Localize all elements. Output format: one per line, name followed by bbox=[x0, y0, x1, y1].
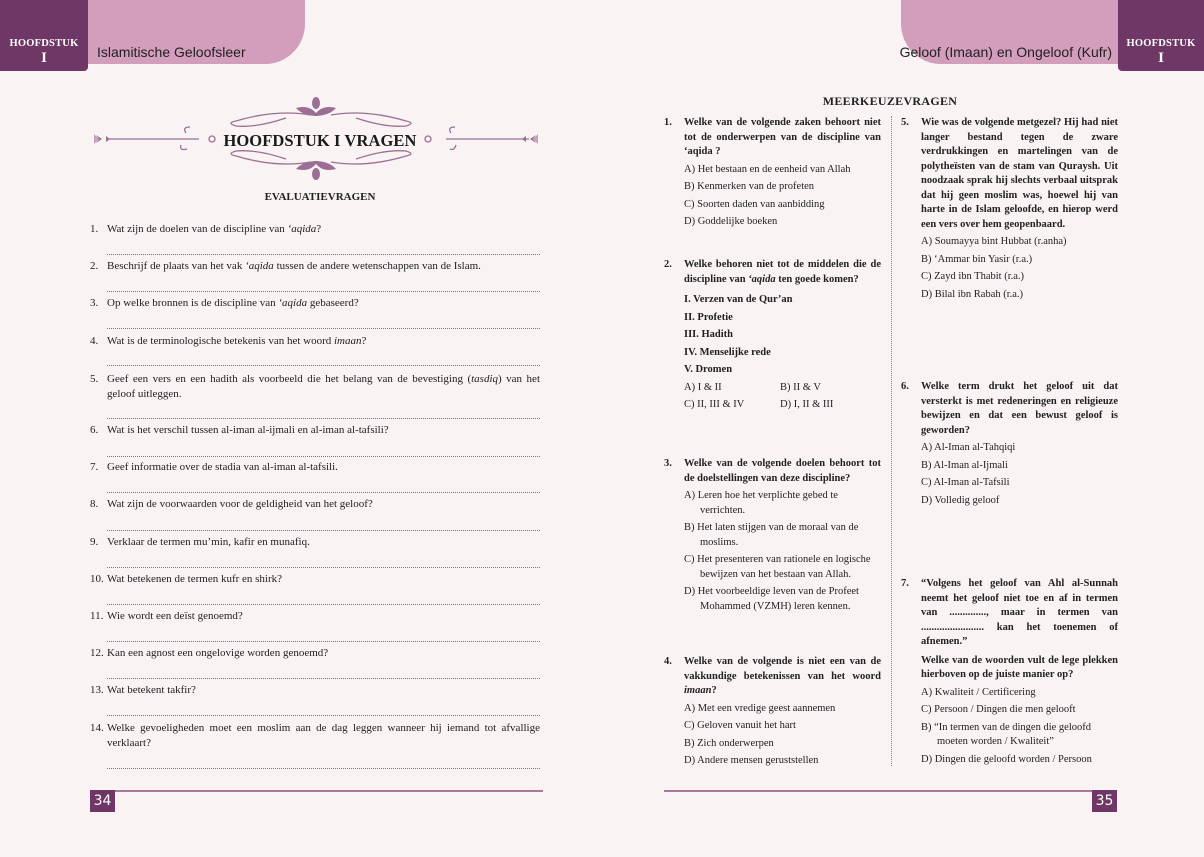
question-text: Geef informatie over de stadia van al-iman al-tafsili. bbox=[107, 461, 338, 473]
eval-question bbox=[90, 609, 540, 624]
mc-question-5 bbox=[901, 116, 1118, 302]
option[interactable]: B) Kenmerken van de profeten bbox=[684, 181, 815, 192]
option[interactable]: B) “In termen van de dingen die geloofd moeten worden / Kwaliteit” bbox=[921, 721, 1091, 747]
question-number: 12. bbox=[90, 647, 104, 659]
question-text: Wat betekent takfir? bbox=[107, 684, 196, 696]
question-text: Welke behoren niet tot de middelen die de discipline van ‘aqida ten goede komen? bbox=[684, 259, 881, 285]
answer-line[interactable] bbox=[107, 291, 540, 292]
question-number: 2. bbox=[664, 259, 672, 270]
answer-line[interactable] bbox=[107, 456, 540, 457]
option[interactable]: B) Zich onderwerpen bbox=[684, 737, 774, 749]
eval-question bbox=[90, 334, 540, 349]
chapter-number: I bbox=[41, 49, 47, 66]
option[interactable]: B) ‘Ammar bin Yasir (r.a.) bbox=[921, 253, 1033, 265]
eval-question bbox=[90, 535, 540, 550]
option[interactable]: D) Het voorbeeldige leven van de Profeet Mohammed (VZMH) leren kennen. bbox=[684, 586, 859, 612]
eval-question bbox=[90, 372, 540, 402]
option[interactable]: A) Al-Iman al-Tahqiqi bbox=[921, 442, 1016, 453]
answer-line[interactable] bbox=[107, 254, 540, 255]
option[interactable]: C) II, III & IV bbox=[684, 399, 745, 410]
option[interactable]: C) Geloven vanuit het hart bbox=[684, 720, 796, 731]
chapter-label: HOOFDSTUK bbox=[9, 38, 79, 49]
question-text: Wat zijn de voorwaarden voor de geldigheid van het geloof? bbox=[107, 498, 373, 510]
option[interactable]: B) II & V bbox=[780, 381, 821, 393]
question-text: Welke van de volgende zaken behoort niet tot de onderwerpen van de discipline van ‘aqida ? bbox=[684, 117, 881, 157]
question-text: Kan een agnost een ongelovige worden genoemd? bbox=[107, 647, 329, 659]
question-text: Wat betekenen de termen kufr en shirk? bbox=[107, 573, 283, 585]
question-text: Wie was de volgende metgezel? Hij had niet langer bestand tegen de zware verdrukkingen en martelingen van de polytheïsten van de stam van Quraysh. Uit noodzaak sprak hij slechts verbaal uitsprak dat hij geen moslim was, hoewel hij van harte in de Islam geloofde, en hierop werd een vers over hem geopenbaard. bbox=[921, 117, 1118, 230]
evaluation-subtitle: EVALUATIEVRAGEN bbox=[264, 191, 376, 203]
statement-item: III. Hadith bbox=[684, 329, 734, 340]
question-number: 3. bbox=[90, 297, 99, 309]
option[interactable]: A) Met een vredige geest aannemen bbox=[684, 702, 836, 714]
answer-line[interactable] bbox=[107, 678, 540, 679]
question-text: Welke term drukt het geloof uit dat versterkt is met redeneringen en religieuze bewijzen en dat een bewust geloof is geworden? bbox=[921, 381, 1118, 436]
question-text: Beschrijf de plaats van het vak ‘aqida tussen de andere wetenschappen van de Islam. bbox=[107, 260, 481, 272]
footer-rule bbox=[115, 790, 543, 792]
eval-question bbox=[90, 683, 540, 698]
question-number: 6. bbox=[901, 381, 909, 392]
eval-question bbox=[90, 497, 540, 512]
eval-question bbox=[90, 572, 540, 587]
question-number: 9. bbox=[90, 536, 99, 548]
option[interactable]: D) Bilal ibn Rabah (r.a.) bbox=[921, 288, 1024, 300]
answer-line[interactable] bbox=[107, 641, 540, 642]
question-number: 5. bbox=[901, 117, 909, 128]
eval-question bbox=[90, 222, 540, 237]
question-number: 1. bbox=[90, 223, 99, 235]
answer-line[interactable] bbox=[107, 567, 540, 568]
mc-question-3 bbox=[664, 457, 881, 614]
eval-question bbox=[90, 259, 540, 274]
option[interactable]: A) Het bestaan en de eenheid van Allah bbox=[684, 163, 851, 175]
question-text: Wat is het verschil tussen al-iman al-ijmali en al-iman al-tafsili? bbox=[107, 424, 389, 436]
chapter-tab-right bbox=[1118, 0, 1204, 71]
statement-item: I. Verzen van de Qur’an bbox=[684, 294, 793, 305]
multiple-choice-title: MEERKEUZEVRAGEN bbox=[822, 94, 958, 108]
option[interactable]: C) Het presenteren van rationele en logische bewijzen van het bestaan van Allah. bbox=[684, 554, 871, 580]
question-text: Geef een vers en een hadith als voorbeeld die het belang van de bevestiging (tasdiq) van het geloof uitleggen. bbox=[107, 373, 540, 400]
chapter-tab-left bbox=[0, 0, 88, 71]
question-text: Welke van de volgende is niet een van de vakkundige betekenissen van het woord imaan? bbox=[684, 656, 881, 696]
chapter-number: I bbox=[1158, 49, 1164, 66]
header-band-right bbox=[901, 0, 1118, 64]
statement-item: II. Profetie bbox=[684, 311, 733, 323]
eval-question bbox=[90, 460, 540, 475]
chapter-questions-title: HOOFDSTUK I VRAGEN bbox=[223, 131, 417, 150]
option[interactable]: A) Kwaliteit / Certificering bbox=[921, 686, 1036, 698]
answer-line[interactable] bbox=[107, 418, 540, 419]
eval-question bbox=[90, 721, 540, 751]
question-number: 8. bbox=[90, 498, 99, 510]
question-text: Welke gevoeligheden moet een moslim aan de dag leggen wanneer hij iemand tot afvallige verklaart? bbox=[107, 722, 540, 749]
option[interactable]: B) Het laten stijgen van de moraal van de moslims. bbox=[684, 522, 859, 548]
question-number: 2. bbox=[90, 260, 99, 272]
option[interactable]: C) Al-Iman al-Tafsili bbox=[921, 477, 1010, 488]
answer-line[interactable] bbox=[107, 768, 540, 769]
question-number: 6. bbox=[90, 424, 99, 436]
page-number-left: 34 bbox=[90, 790, 115, 812]
question-text: Wat is de terminologische betekenis van het woord imaan? bbox=[107, 335, 367, 347]
question-number: 4. bbox=[664, 656, 672, 667]
mc-question-2 bbox=[664, 258, 881, 413]
question-text: Wie wordt een deïst genoemd? bbox=[107, 610, 243, 622]
column-divider bbox=[891, 116, 892, 766]
question-number: 1. bbox=[664, 117, 672, 128]
option[interactable]: D) Goddelijke boeken bbox=[684, 216, 778, 227]
option[interactable]: D) Andere mensen geruststellen bbox=[684, 755, 819, 766]
eval-question bbox=[90, 296, 540, 311]
eval-question bbox=[90, 646, 540, 661]
option[interactable]: C) Persoon / Dingen die men gelooft bbox=[921, 704, 1076, 715]
question-number: 7. bbox=[90, 461, 99, 473]
question-text: Verklaar de termen mu’min, kafir en munafiq. bbox=[107, 536, 310, 548]
option[interactable]: D) Dingen die geloofd worden / Persoon bbox=[921, 753, 1092, 765]
option[interactable]: B) Al-Iman al-Ijmali bbox=[921, 459, 1008, 471]
question-number: 5. bbox=[90, 373, 99, 385]
answer-line[interactable] bbox=[107, 328, 540, 329]
question-prompt: Welke van de woorden vult de lege plekken hierboven op de juiste manier op? bbox=[921, 654, 1118, 680]
question-number: 13. bbox=[90, 684, 104, 696]
mc-question-7 bbox=[901, 577, 1118, 767]
answer-line[interactable] bbox=[107, 492, 540, 493]
question-number: 4. bbox=[90, 335, 99, 347]
option[interactable]: C) Soorten daden van aanbidding bbox=[684, 198, 825, 210]
question-number: 11. bbox=[90, 610, 104, 622]
question-number: 14. bbox=[90, 722, 104, 734]
footer-rule bbox=[664, 790, 1092, 792]
option[interactable]: A) Soumayya bint Hubbat (r.anha) bbox=[921, 236, 1067, 247]
question-text: Wat zijn de doelen van de discipline van ‘aqida? bbox=[107, 223, 322, 235]
answer-line[interactable] bbox=[107, 604, 540, 605]
question-text: Op welke bronnen is de discipline van ‘aqida gebaseerd? bbox=[107, 297, 359, 309]
mc-question-1 bbox=[664, 116, 881, 230]
right-running-title: Geloof (Imaan) en Ongeloof (Kufr) bbox=[899, 44, 1112, 60]
statement-item: V. Dromen bbox=[684, 364, 733, 375]
answer-line[interactable] bbox=[107, 715, 540, 716]
eval-question bbox=[90, 423, 540, 438]
statement-item: IV. Menselijke rede bbox=[684, 346, 771, 358]
option[interactable]: A) I & II bbox=[684, 381, 722, 393]
option[interactable]: C) Zayd ibn Thabit (r.a.) bbox=[921, 271, 1025, 282]
question-number: 7. bbox=[901, 578, 909, 589]
question-text: Welke van de volgende doelen behoort tot de doelstellingen van deze discipline? bbox=[684, 458, 881, 484]
option[interactable]: D) I, II & III bbox=[780, 399, 834, 410]
chapter-label: HOOFDSTUK bbox=[1126, 38, 1196, 49]
header-band-left bbox=[88, 0, 305, 64]
answer-line[interactable] bbox=[107, 530, 540, 531]
page-number-right: 35 bbox=[1092, 790, 1117, 812]
option[interactable]: A) Leren hoe het verplichte gebed te verrichten. bbox=[684, 490, 838, 516]
question-text: “Volgens het geloof van Ahl al-Sunnah neemt het geloof niet toe en af in termen van .............., maar in termen van ........................ kan het toenemen of afnemen.” bbox=[921, 578, 1118, 647]
question-number: 10. bbox=[90, 573, 104, 585]
question-number: 3. bbox=[664, 458, 672, 469]
mc-question-6 bbox=[901, 380, 1118, 508]
left-running-title: Islamitische Geloofsleer bbox=[97, 44, 246, 60]
mc-question-4 bbox=[664, 655, 881, 769]
option[interactable]: D) Volledig geloof bbox=[921, 494, 1000, 506]
answer-line[interactable] bbox=[107, 365, 540, 366]
